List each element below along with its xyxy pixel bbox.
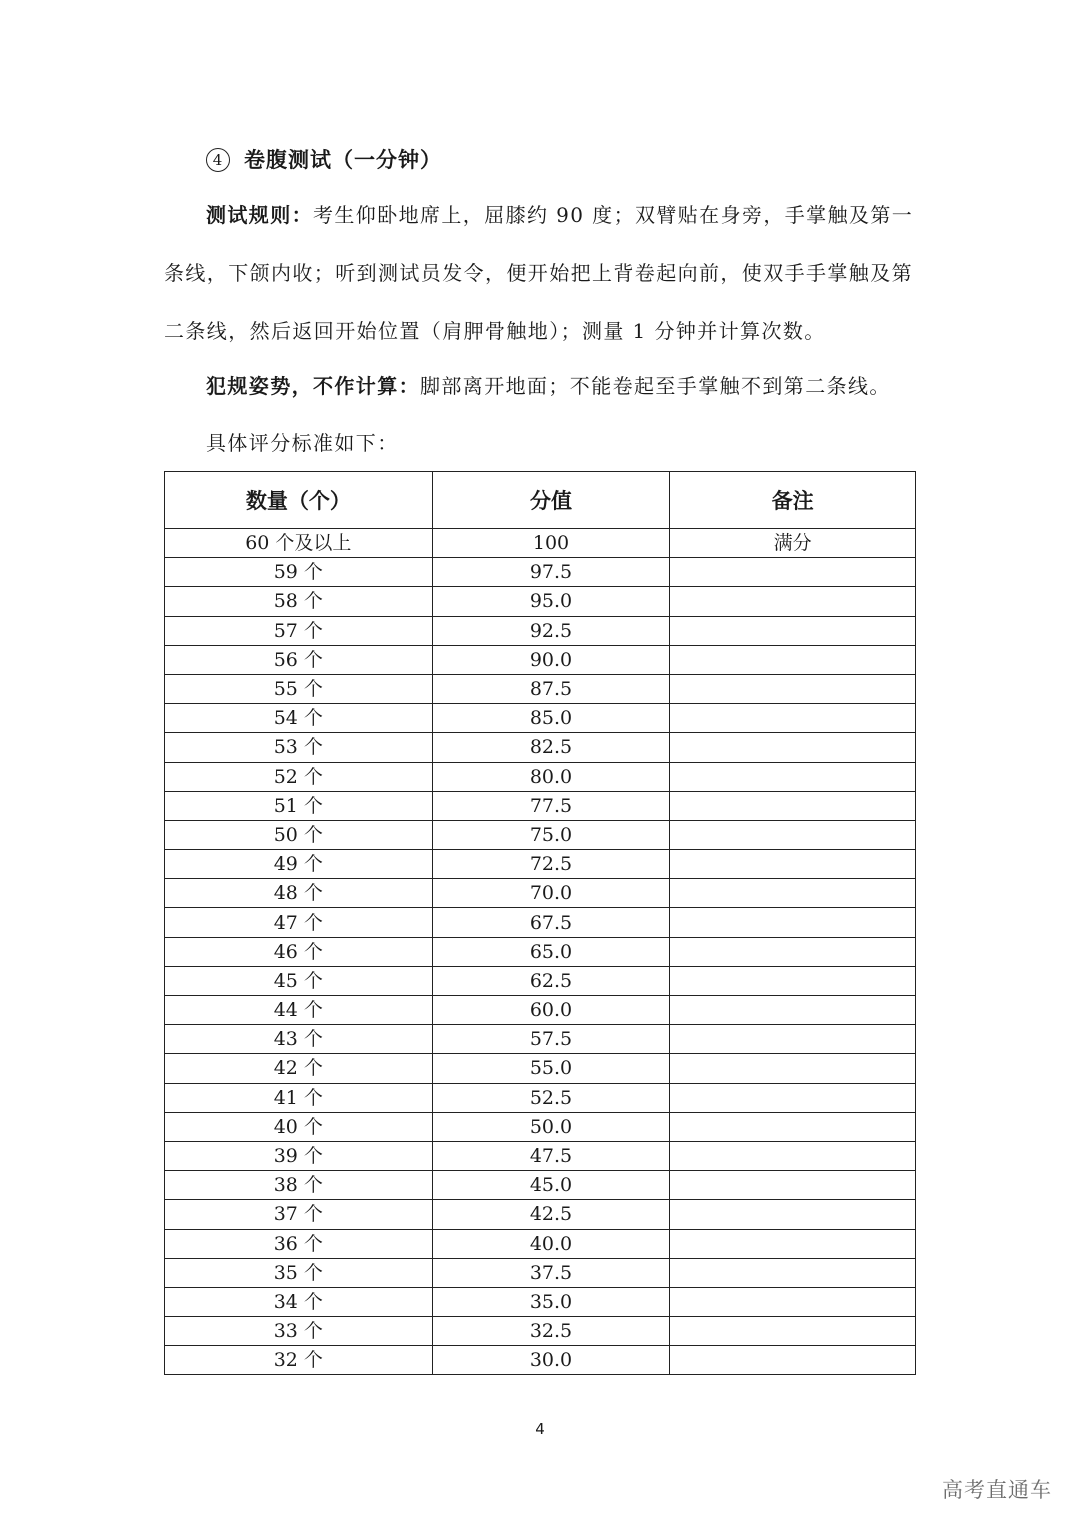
remark-cell [670,937,916,966]
table-row [165,1229,916,1258]
remark-cell [670,1083,916,1112]
page-number: 4 [535,1420,545,1438]
count-cell: 48 个 [165,879,433,908]
remark-cell [670,645,916,674]
table-header-row [165,472,916,529]
table-row [165,1287,916,1316]
fouls-label: 犯规姿势，不作计算： [206,374,420,398]
count-cell: 49 个 [165,850,433,879]
count-cell: 41 个 [165,1083,433,1112]
count-cell: 59 个 [165,558,433,587]
rules-text: 考生仰卧地席上，屈膝约 90 度；双臂贴在身旁，手掌触及第一条线，下颌内收；听到测试员发令，便开始把上背卷起向前，使双手手掌触及第二条线，然后返回开始位置（肩胛骨触地）；测量 1 分钟并计算次数。 [164,203,914,343]
score-cell: 50.0 [432,1112,670,1141]
score-cell: 57.5 [432,1025,670,1054]
rules-paragraph [164,186,919,360]
count-cell: 33 个 [165,1317,433,1346]
table-row [165,645,916,674]
score-cell: 52.5 [432,1083,670,1112]
table-row [165,791,916,820]
score-cell: 75.0 [432,820,670,849]
table-row [165,762,916,791]
count-cell: 34 个 [165,1287,433,1316]
score-cell: 37.5 [432,1258,670,1287]
table-row [165,529,916,558]
score-cell: 97.5 [432,558,670,587]
fouls-text: 脚部离开地面；不能卷起至手掌触不到第二条线。 [420,374,891,398]
score-cell: 35.0 [432,1287,670,1316]
table-row [165,850,916,879]
score-cell: 67.5 [432,908,670,937]
count-cell: 53 个 [165,733,433,762]
header-score: 分值 [432,472,670,529]
table-row [165,733,916,762]
score-cell: 45.0 [432,1171,670,1200]
remark-cell [670,1171,916,1200]
count-cell: 51 个 [165,791,433,820]
remark-cell [670,1025,916,1054]
score-cell: 60.0 [432,996,670,1025]
count-cell: 50 个 [165,820,433,849]
table-row [165,937,916,966]
table-row [165,1083,916,1112]
count-cell: 36 个 [165,1229,433,1258]
table-row [165,1171,916,1200]
table-row [165,674,916,703]
remark-cell [670,674,916,703]
remark-cell [670,1229,916,1258]
table-row [165,587,916,616]
table-row [165,879,916,908]
remark-cell [670,704,916,733]
remark-cell [670,850,916,879]
count-cell: 38 个 [165,1171,433,1200]
remark-cell [670,996,916,1025]
table-row [165,1141,916,1170]
score-cell: 65.0 [432,937,670,966]
score-cell: 90.0 [432,645,670,674]
count-cell: 54 个 [165,704,433,733]
score-cell: 40.0 [432,1229,670,1258]
circled-number: 4 [206,148,230,172]
score-cell: 80.0 [432,762,670,791]
count-cell: 37 个 [165,1200,433,1229]
remark-cell [670,1317,916,1346]
table-row [165,704,916,733]
rules-label: 测试规则： [206,203,313,227]
table-row [165,1054,916,1083]
header-count: 数量（个） [165,472,433,529]
remark-cell [670,1258,916,1287]
score-cell: 55.0 [432,1054,670,1083]
remark-cell [670,733,916,762]
remark-cell [670,820,916,849]
count-cell: 55 个 [165,674,433,703]
score-cell: 92.5 [432,616,670,645]
count-cell: 32 个 [165,1346,433,1375]
table-row [165,1025,916,1054]
remark-cell [670,908,916,937]
scoring-table [164,471,916,1375]
remark-cell [670,1287,916,1316]
remark-cell [670,791,916,820]
remark-cell [670,558,916,587]
remark-cell [670,1054,916,1083]
score-cell: 42.5 [432,1200,670,1229]
table-row [165,908,916,937]
score-cell: 70.0 [432,879,670,908]
header-remark: 备注 [670,472,916,529]
score-cell: 87.5 [432,674,670,703]
count-cell: 45 个 [165,966,433,995]
score-cell: 32.5 [432,1317,670,1346]
count-cell: 52 个 [165,762,433,791]
remark-cell [670,1346,916,1375]
table-row [165,1200,916,1229]
count-cell: 35 个 [165,1258,433,1287]
remark-cell [670,587,916,616]
count-cell: 42 个 [165,1054,433,1083]
remark-cell [670,1112,916,1141]
score-cell: 72.5 [432,850,670,879]
table-row [165,966,916,995]
count-cell: 57 个 [165,616,433,645]
table-row [165,1112,916,1141]
section-title: 卷腹测试（一分钟） [244,147,442,172]
fouls-paragraph [206,357,961,415]
remark-cell [670,1141,916,1170]
remark-cell [670,1200,916,1229]
count-cell: 47 个 [165,908,433,937]
count-cell: 56 个 [165,645,433,674]
section-heading [206,144,442,174]
count-cell: 58 个 [165,587,433,616]
watermark: 高考直通车 [942,1478,1052,1502]
count-cell: 39 个 [165,1141,433,1170]
score-cell: 77.5 [432,791,670,820]
table-row [165,558,916,587]
score-cell: 85.0 [432,704,670,733]
score-cell: 100 [432,529,670,558]
score-cell: 47.5 [432,1141,670,1170]
remark-cell [670,616,916,645]
count-cell: 46 个 [165,937,433,966]
count-cell: 43 个 [165,1025,433,1054]
table-row [165,1317,916,1346]
score-cell: 30.0 [432,1346,670,1375]
intro-text: 具体评分标准如下： [206,431,399,455]
score-cell: 82.5 [432,733,670,762]
table-row [165,1258,916,1287]
remark-cell [670,966,916,995]
remark-cell [670,879,916,908]
remark-cell: 满分 [670,529,916,558]
table-row [165,616,916,645]
table-row [165,1346,916,1375]
score-cell: 62.5 [432,966,670,995]
remark-cell [670,762,916,791]
score-cell: 95.0 [432,587,670,616]
table-row [165,820,916,849]
table-row [165,996,916,1025]
count-cell: 44 个 [165,996,433,1025]
count-cell: 60 个及以上 [165,529,433,558]
count-cell: 40 个 [165,1112,433,1141]
